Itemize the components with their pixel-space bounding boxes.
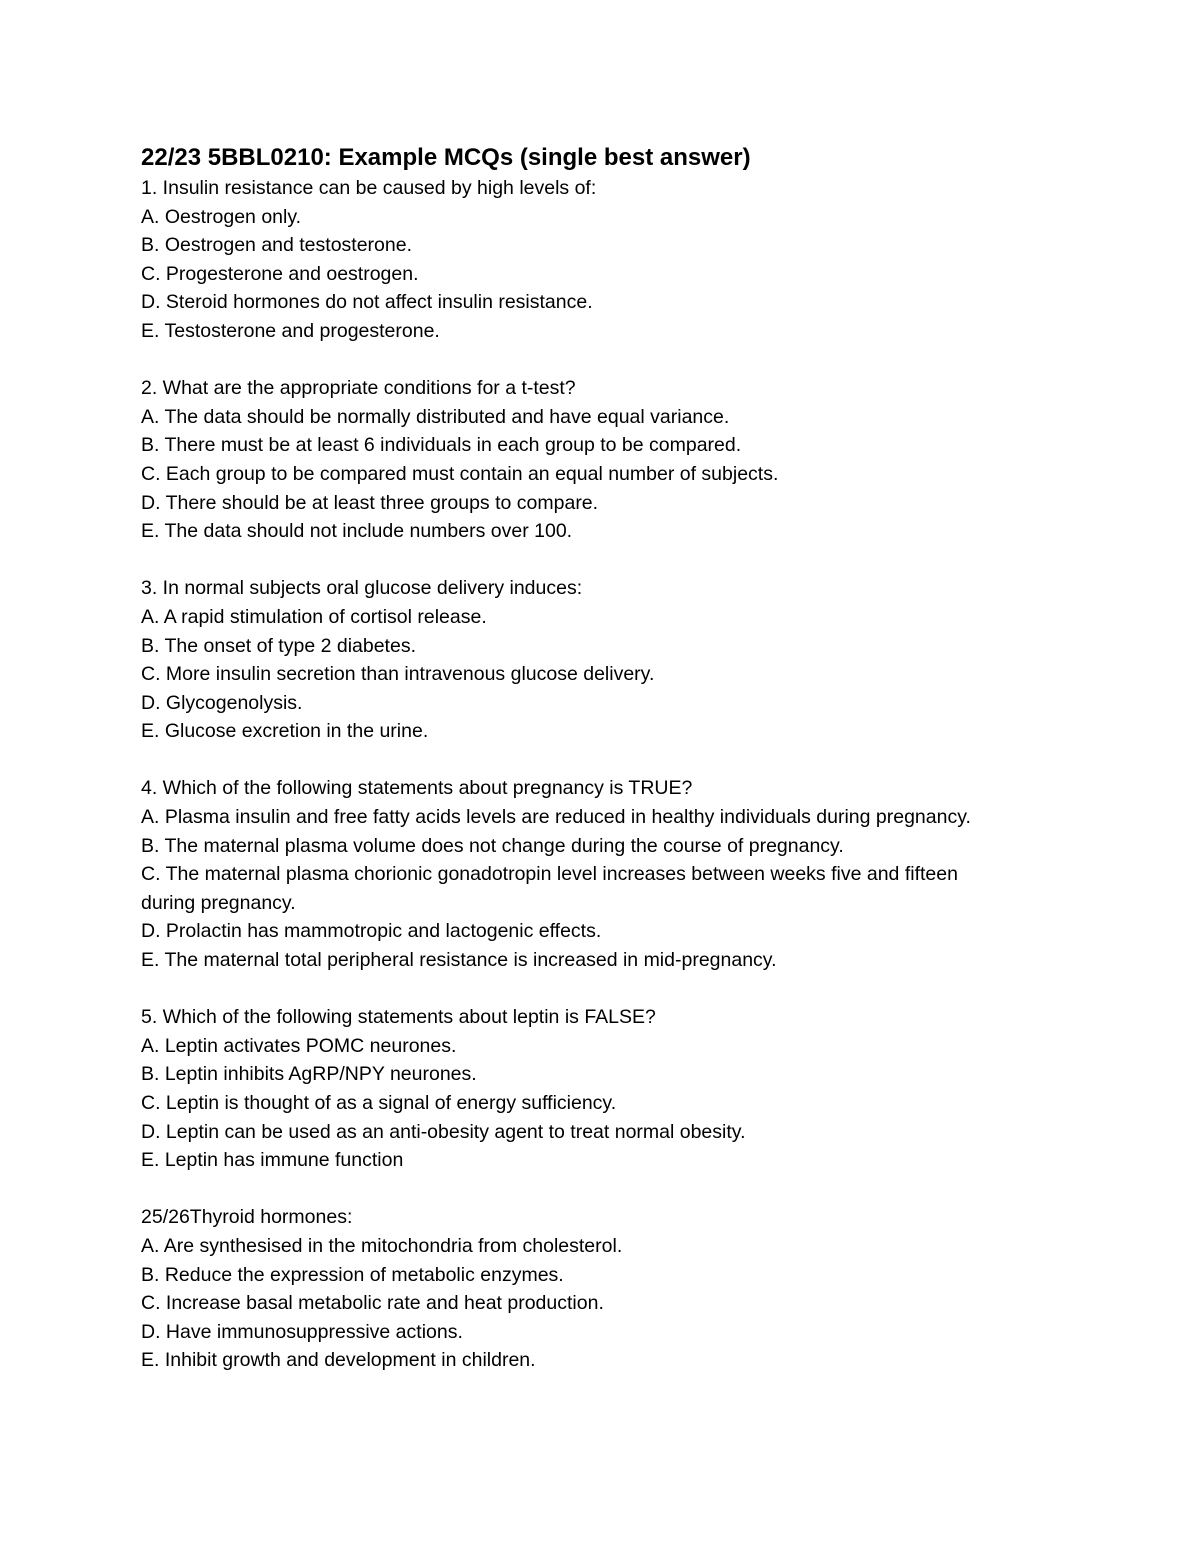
- question-stem: 25/26Thyroid hormones:: [141, 1206, 353, 1229]
- answer-option: A. Are synthesised in the mitochondria from cholesterol.: [141, 1234, 623, 1257]
- answer-option: A. A rapid stimulation of cortisol release.: [141, 605, 487, 628]
- answer-option: C. Progesterone and oestrogen.: [141, 262, 419, 285]
- answer-option: E. The maternal total peripheral resistance is increased in mid-pregnancy.: [141, 949, 777, 972]
- question-stem: 4. Which of the following statements about pregnancy is TRUE?: [141, 777, 693, 800]
- answer-option: C. More insulin secretion than intravenous glucose delivery.: [141, 663, 655, 686]
- answer-option: B. There must be at least 6 individuals in each group to be compared.: [141, 434, 742, 457]
- answer-option: E. Testosterone and progesterone.: [141, 319, 440, 342]
- answer-option: E. Inhibit growth and development in children.: [141, 1349, 536, 1372]
- question-stem: 1. Insulin resistance can be caused by high levels of:: [141, 177, 597, 199]
- question-4: [141, 774, 1041, 974]
- answer-option: E. Glucose excretion in the urine.: [141, 720, 429, 743]
- document-page: [141, 142, 1041, 1375]
- spacer: [141, 746, 1041, 775]
- answer-option: E. Leptin has immune function: [141, 1149, 404, 1172]
- spacer: [141, 1175, 1041, 1204]
- answer-option: D. Have immunosuppressive actions.: [141, 1320, 463, 1343]
- answer-option: C. Leptin is thought of as a signal of energy sufficiency.: [141, 1092, 617, 1114]
- answer-option: A. Leptin activates POMC neurones.: [141, 1034, 457, 1057]
- question-6: [141, 1203, 1041, 1375]
- answer-option: C. Each group to be compared must contain an equal number of subjects.: [141, 462, 779, 485]
- spacer: [141, 975, 1041, 1004]
- answer-option: D. Prolactin has mammotropic and lactogenic effects.: [141, 920, 602, 943]
- document-title: 22/23 5BBL0210: Example MCQs (single best answer): [141, 144, 751, 171]
- question-stem: 5. Which of the following statements about leptin is FALSE?: [141, 1006, 656, 1029]
- answer-option: B. Oestrogen and testosterone.: [141, 234, 413, 257]
- question-3: [141, 574, 1041, 746]
- spacer: [141, 546, 1041, 575]
- answer-option: A. The data should be normally distributed and have equal variance.: [141, 405, 730, 428]
- question-stem: 2. What are the appropriate conditions for a t-test?: [141, 377, 576, 400]
- answer-option: A. Plasma insulin and free fatty acids levels are reduced in healthy individuals during pregnancy.: [141, 806, 971, 829]
- answer-option: A. Oestrogen only.: [141, 205, 302, 228]
- answer-option: D. Leptin can be used as an anti-obesity agent to treat normal obesity.: [141, 1120, 746, 1143]
- answer-option: E. The data should not include numbers over 100.: [141, 520, 573, 543]
- spacer: [141, 346, 1041, 375]
- answer-option: D. Steroid hormones do not affect insulin resistance.: [141, 291, 593, 314]
- answer-option: D. Glycogenolysis.: [141, 691, 303, 714]
- question-stem: 3. In normal subjects oral glucose delivery induces:: [141, 577, 583, 600]
- question-1: [141, 174, 1041, 346]
- answer-option: C. The maternal plasma chorionic gonadotropin level increases between weeks five and fifteen during pregnancy.: [141, 863, 958, 914]
- answer-option: B. Leptin inhibits AgRP/NPY neurones.: [141, 1063, 477, 1086]
- answer-option: C. Increase basal metabolic rate and heat production.: [141, 1292, 604, 1315]
- question-5: [141, 1003, 1041, 1175]
- answer-option: B. The onset of type 2 diabetes.: [141, 634, 416, 657]
- answer-option: D. There should be at least three groups to compare.: [141, 491, 599, 514]
- question-2: [141, 374, 1041, 546]
- answer-option: B. The maternal plasma volume does not change during the course of pregnancy.: [141, 834, 844, 857]
- answer-option: B. Reduce the expression of metabolic enzymes.: [141, 1263, 564, 1286]
